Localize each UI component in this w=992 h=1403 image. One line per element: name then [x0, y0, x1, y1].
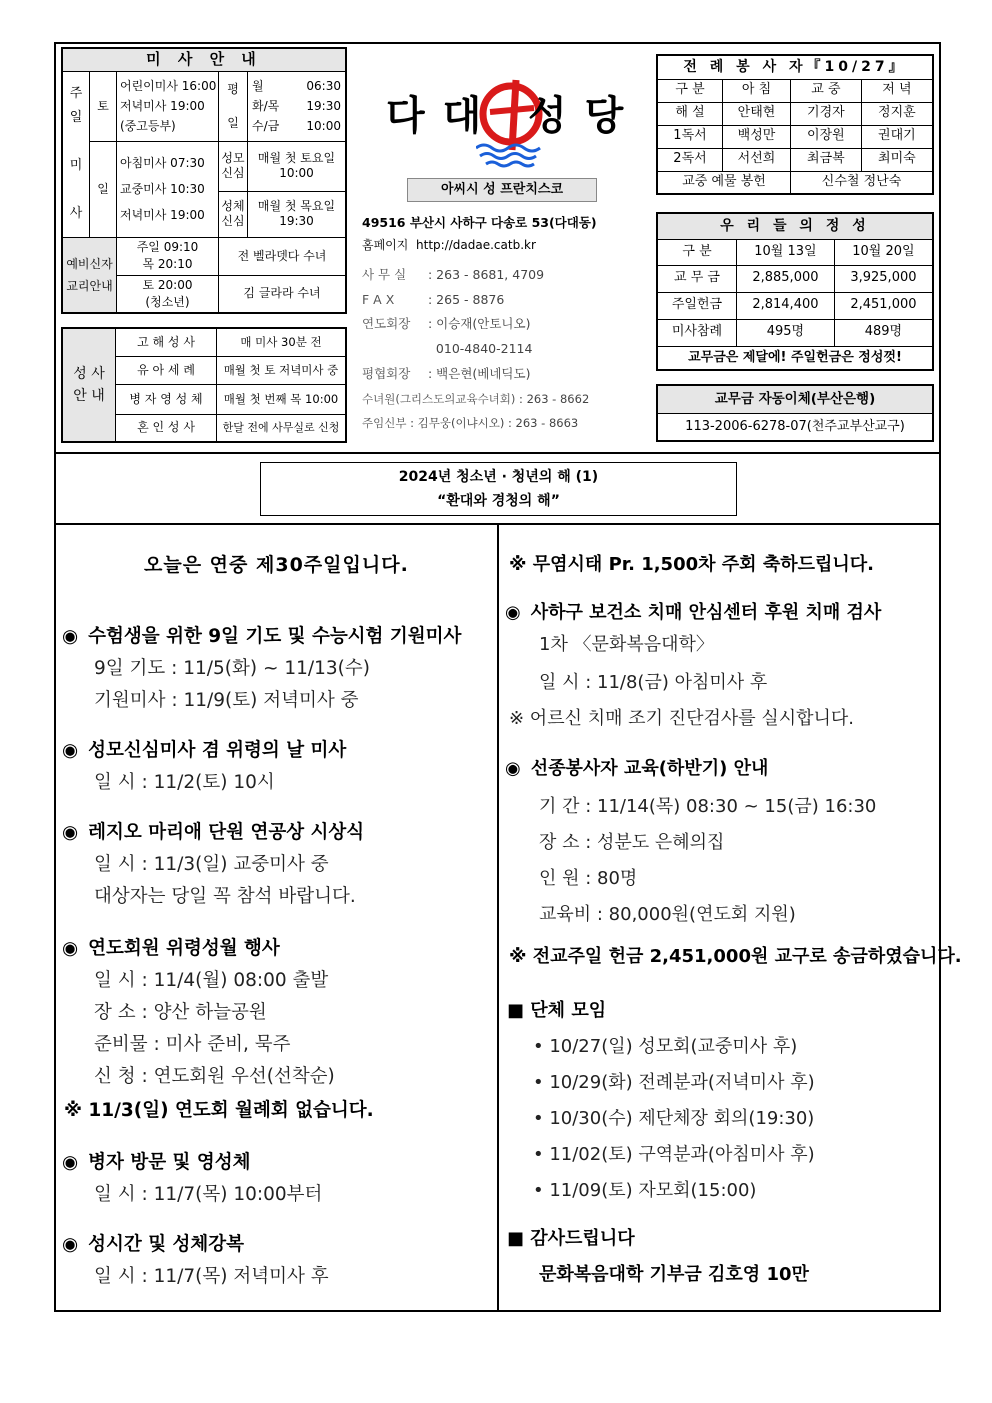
servers-row: 해 설 안태현 기경자 정지훈	[657, 102, 933, 125]
catechumen-teacher-1: 전 벨라뎃다 수녀	[219, 237, 347, 275]
sacrament-desc: 매 미사 30분 전	[217, 328, 347, 356]
contact-row: 연도회장 : 이승재(안토니오)	[362, 316, 531, 332]
announcement-title: ◉ 성시간 및 성체강복	[62, 1234, 245, 1255]
parish-homepage: 홈페이지 http://dadae.catb.kr	[362, 238, 536, 252]
bullet-icon: ◉	[62, 740, 79, 761]
sacrament-name: 유 아 세 례	[116, 356, 217, 384]
meeting-item: • 11/09(토) 자모회(15:00)	[533, 1180, 757, 1201]
sacrament-desc: 매월 첫 번째 목 10:00	[217, 384, 347, 414]
bullet-icon: ◉	[62, 626, 79, 647]
saturday-label: 토	[90, 71, 117, 141]
saturday-masses: 어린이미사 16:00 저녁미사 19:00 (중고등부)	[117, 71, 219, 141]
meeting-item: • 10/27(일) 성모회(교중미사 후)	[533, 1036, 798, 1057]
announcement-detail: 대상자는 당일 꼭 참석 바랍니다.	[94, 886, 356, 907]
servers-offertory-row: 교중 예물 봉헌 신수철 정난숙	[657, 171, 933, 194]
catechumen-label: 예비신자 교리안내	[62, 237, 117, 313]
contact-row: 010-4840-2114	[435, 341, 533, 357]
sacrament-desc: 매월 첫 토 저녁미사 중	[217, 356, 347, 384]
bullet-icon: ◉	[62, 1152, 79, 1173]
announcement-detail: 일 시 : 11/4(월) 08:00 출발	[94, 970, 329, 991]
section-heading: ■ 단체 모임	[507, 1000, 607, 1021]
notice-line: ※ 무염시태 Pr. 1,500차 주회 축하드립니다.	[509, 554, 874, 575]
bullet-icon: ◉	[62, 1234, 79, 1255]
homepage-link[interactable]: http://dadae.catb.kr	[416, 238, 536, 252]
announcement-title: ◉ 성모신심미사 겸 위령의 날 미사	[62, 740, 347, 761]
left-column	[62, 530, 492, 1310]
announcement-detail: 일 시 : 11/3(일) 교중미사 중	[94, 854, 329, 875]
section-heading: ■ 감사드립니다	[507, 1228, 635, 1249]
sacrament-name: 고 해 성 사	[116, 328, 217, 356]
banner-line-2: “환대와 경청의 해”	[437, 493, 560, 509]
sacraments-label: 성 사 안 내	[62, 328, 116, 442]
announcement-detail: 9일 기도 : 11/5(화) ~ 11/13(수)	[94, 658, 370, 679]
marian-label: 성모 신심	[219, 141, 248, 191]
sacraments-table	[61, 327, 347, 443]
parish-name-right: 성 당	[528, 93, 626, 139]
sacrament-name: 병 자 영 성 체	[116, 384, 217, 414]
sunday-label: 일	[90, 141, 117, 237]
catechumen-times-1: 주일 09:10 목 20:10	[117, 237, 219, 275]
right-column	[505, 530, 962, 1310]
meeting-item: • 11/02(토) 구역분과(아침미사 후)	[533, 1144, 815, 1165]
eucharist-time: 매월 첫 목요일 19:30	[248, 191, 347, 237]
parish-address: 49516 부산시 사하구 다송로 53(다대동)	[362, 215, 597, 230]
top-divider	[54, 452, 941, 454]
contact-row: 사 무 실 : 263 - 8681, 4709	[362, 267, 545, 282]
announcement-title: ◉ 연도회원 위령성월 행사	[62, 938, 280, 959]
mass-schedule-table	[61, 47, 347, 314]
sacrament-name: 혼 인 성 사	[116, 414, 217, 442]
offerings-row: 교 무 금 2,885,000 3,925,000	[657, 265, 933, 292]
catechumen-teacher-2: 김 글라라 수녀	[219, 275, 347, 313]
donation-line: 문화복음대학 기부금 김호영 10만	[539, 1264, 809, 1285]
year-banner	[260, 462, 737, 516]
transfer-account: 113-2006-6278-07(천주교부산교구)	[657, 413, 933, 441]
announcement-detail: 인 원 : 80명	[539, 868, 638, 889]
sunday-mass-label: 주 일 미 사	[62, 71, 90, 237]
announcement-detail: 일 시 : 11/8(금) 아침미사 후	[539, 672, 768, 693]
bullet-icon: ◉	[505, 758, 521, 779]
contact-row: 수녀원(그리스도의교육수녀회) : 263 - 8662	[362, 391, 590, 406]
meeting-item: • 10/30(수) 제단체장 회의(19:30)	[533, 1108, 815, 1129]
announcement-detail: 기 간 : 11/14(목) 08:30 ~ 15(금) 16:30	[539, 796, 877, 817]
announcement-title: ◉ 수험생을 위한 9일 기도 및 수능시험 기원미사	[62, 626, 462, 647]
offerings-row: 미사참례 495명 489명	[657, 319, 933, 346]
announcement-detail: 교육비 : 80,000원(연도회 지원)	[539, 904, 796, 925]
servers-row: 2독서 서선희 최금복 최미숙	[657, 148, 933, 171]
notice-line: ※ 11/3(일) 연도회 월례회 없습니다.	[64, 1100, 374, 1121]
announcement-title: ◉ 병자 방문 및 영성체	[62, 1152, 251, 1173]
announcement-title: ◉ 레지오 마리애 단원 연공상 시상식	[62, 822, 365, 843]
meeting-item: • 10/29(화) 전례분과(저녁미사 후)	[533, 1072, 815, 1093]
announcement-detail: 일 시 : 11/7(목) 10:00부터	[94, 1184, 323, 1205]
bullet-icon: ◉	[62, 822, 79, 843]
contact-row: 주임신부 : 김무웅(이냐시오) : 263 - 8663	[362, 416, 579, 431]
offerings-row: 주일헌금 2,814,400 2,451,000	[657, 292, 933, 319]
weekday-label: 평 일	[219, 71, 248, 141]
announcement-detail: 1차 〈문화복음대학〉	[539, 634, 714, 655]
offerings-note: 교무금은 제달에! 주일헌금은 정성껏!	[657, 346, 933, 370]
offerings-title: 우 리 들 의 정 성	[657, 213, 933, 239]
announcement-title: ◉ 사하구 보건소 치매 안심센터 후원 치매 검사	[505, 602, 882, 623]
servers-title: 전 례 봉 사 자『10/27』	[657, 55, 933, 79]
sunday-masses: 아침미사 07:30 교중미사 10:30 저녁미사 19:00	[117, 141, 219, 237]
mass-title: 미 사 안 내	[62, 48, 346, 71]
announcement-title: ◉ 선종봉사자 교육(하반기) 안내	[505, 758, 769, 779]
transfer-title: 교무금 자동이체(부산은행)	[657, 385, 933, 413]
announcement-detail: 준비물 : 미사 준비, 묵주	[94, 1034, 291, 1055]
announcement-detail: 신 청 : 연도회원 우선(선착순)	[94, 1066, 335, 1087]
bullet-icon: ◉	[62, 938, 79, 959]
parish-name-left: 다 대	[386, 93, 484, 139]
banner-line-1: 2024년 청소년 · 청년의 해 (1)	[398, 469, 599, 485]
marian-time: 매월 첫 토요일 10:00	[248, 141, 347, 191]
parish-contacts	[362, 263, 589, 436]
column-divider	[497, 523, 499, 1312]
announcement-detail: 일 시 : 11/2(토) 10시	[94, 772, 275, 793]
auto-transfer-box	[656, 384, 934, 442]
liturgy-servers-table: 전 례 봉 사 자『10/27』 구 분 아 침 교 중 저 녁 해 설 안태현 기경자 정지훈 1독서 백성만 이장원 권대기 2독서 서선희 최금복 최미숙 교중 예물 봉헌 신수철 정난숙	[656, 54, 934, 195]
announcement-detail: 장 소 : 성분도 은혜의집	[539, 832, 725, 853]
offerings-table: 우 리 들 의 정 성 구 분 10월 13일 10월 20일 교 무 금 2,885,000 3,925,000 주일헌금 2,814,400 2,451,000 미사참례 495명 489명 교무금은 제달에! 주일헌금은 정성껏!	[656, 212, 934, 371]
weekday-times: 월 06:30 화/목 19:30 수/금 10:00	[248, 71, 347, 141]
bullet-icon: ◉	[505, 602, 521, 623]
week-heading: 오늘은 연중 제30주일입니다.	[144, 554, 409, 576]
servers-row: 1독서 백성만 이장원 권대기	[657, 125, 933, 148]
catechumen-times-2: 토 20:00 (청소년)	[117, 275, 219, 313]
announcement-detail: 장 소 : 양산 하늘공원	[94, 1002, 267, 1023]
notice-line: ※ 어르신 치매 조기 진단검사를 실시합니다.	[509, 708, 855, 729]
patron-saint: 아씨시 성 프란치스코	[407, 178, 597, 202]
announcement-detail: 일 시 : 11/7(목) 저녁미사 후	[94, 1266, 329, 1287]
sacrament-desc: 한달 전에 사무실로 신청	[217, 414, 347, 442]
contact-row: 평협회장 : 백은현(베네딕도)	[362, 365, 531, 381]
contact-row: F A X : 265 - 8876	[362, 291, 505, 307]
announcement-detail: 기원미사 : 11/9(토) 저녁미사 중	[94, 690, 359, 711]
notice-line: ※ 전교주일 헌금 2,451,000원 교구로 송금하였습니다.	[509, 946, 962, 967]
eucharist-label: 성체 신심	[219, 191, 248, 237]
parish-logo	[380, 78, 630, 173]
